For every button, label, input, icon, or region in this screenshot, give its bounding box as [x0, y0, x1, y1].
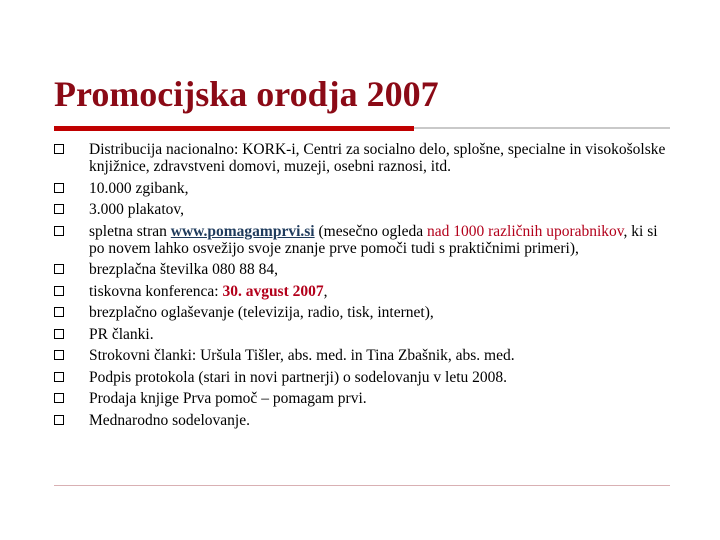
list-item	[54, 347, 674, 364]
list-item	[54, 390, 674, 407]
hollow-square-icon	[54, 264, 64, 274]
list-item-text-suffix: , ki si po novem lahko osvežijo svoje znanje prve pomoči tudi s praktičnimi primeri),	[89, 222, 658, 257]
hollow-square-icon	[54, 350, 64, 360]
list-item-text: Podpis protokola (stari in novi partnerji) o sodelovanju v letu 2008.	[89, 368, 508, 386]
title-underline-accent	[54, 126, 414, 131]
list-item	[54, 201, 674, 218]
list-item	[54, 326, 674, 343]
hollow-square-icon	[54, 286, 64, 296]
list-item-text: Distribucija nacionalno: KORK-i, Centri za socialno delo, splošne, specialne in visokošolske knjižnice, zdravstveni domovi, muzeji, osebni raznosi, itd.	[89, 141, 666, 175]
hollow-square-icon	[54, 393, 64, 403]
list-item-text: 3.000 plakatov,	[89, 201, 184, 218]
list-item-text-suffix: ,	[323, 282, 328, 300]
list-item-text: brezplačno oglaševanje (televizija, radio, tisk, internet),	[89, 304, 434, 321]
hollow-square-icon	[54, 183, 64, 193]
hollow-square-icon	[54, 329, 64, 339]
hollow-square-icon	[54, 144, 64, 154]
list-item	[54, 223, 674, 257]
list-item-text: PR članki.	[89, 325, 154, 343]
list-item	[54, 141, 674, 175]
bullet-list	[54, 141, 674, 433]
list-item	[54, 369, 674, 386]
hollow-square-icon	[54, 226, 64, 236]
list-item	[54, 283, 674, 300]
hollow-square-icon	[54, 307, 64, 317]
slide-title: Promocijska orodja 2007	[54, 74, 439, 114]
list-item-text-middle: (mesečno ogleda	[314, 222, 427, 240]
list-item	[54, 412, 674, 429]
list-item	[54, 180, 674, 197]
list-item	[54, 304, 674, 321]
list-item-text: Prodaja knjige Prva pomoč – pomagam prvi.	[89, 390, 367, 407]
title-underline-gray	[414, 127, 670, 129]
list-item-text: 10.000 zgibank,	[89, 179, 189, 197]
website-link[interactable]: www.pomagamprvi.si	[170, 222, 315, 240]
hollow-square-icon	[54, 415, 64, 425]
list-item-text: Mednarodno sodelovanje.	[89, 411, 250, 429]
list-item-text-prefix: tiskovna konferenca:	[89, 282, 223, 300]
list-item	[54, 261, 674, 278]
visitor-count-highlight: nad 1000 različnih uporabnikov	[426, 222, 624, 240]
press-conference-date: 30. avgust 2007	[222, 282, 324, 300]
list-item-text: Strokovni članki: Uršula Tišler, abs. med. in Tina Zbašnik, abs. med.	[89, 347, 515, 364]
list-item-text: brezplačna številka 080 88 84,	[89, 261, 278, 278]
hollow-square-icon	[54, 372, 64, 382]
footer-divider	[54, 485, 670, 486]
hollow-square-icon	[54, 204, 64, 214]
list-item-text-prefix: spletna stran	[89, 222, 171, 240]
